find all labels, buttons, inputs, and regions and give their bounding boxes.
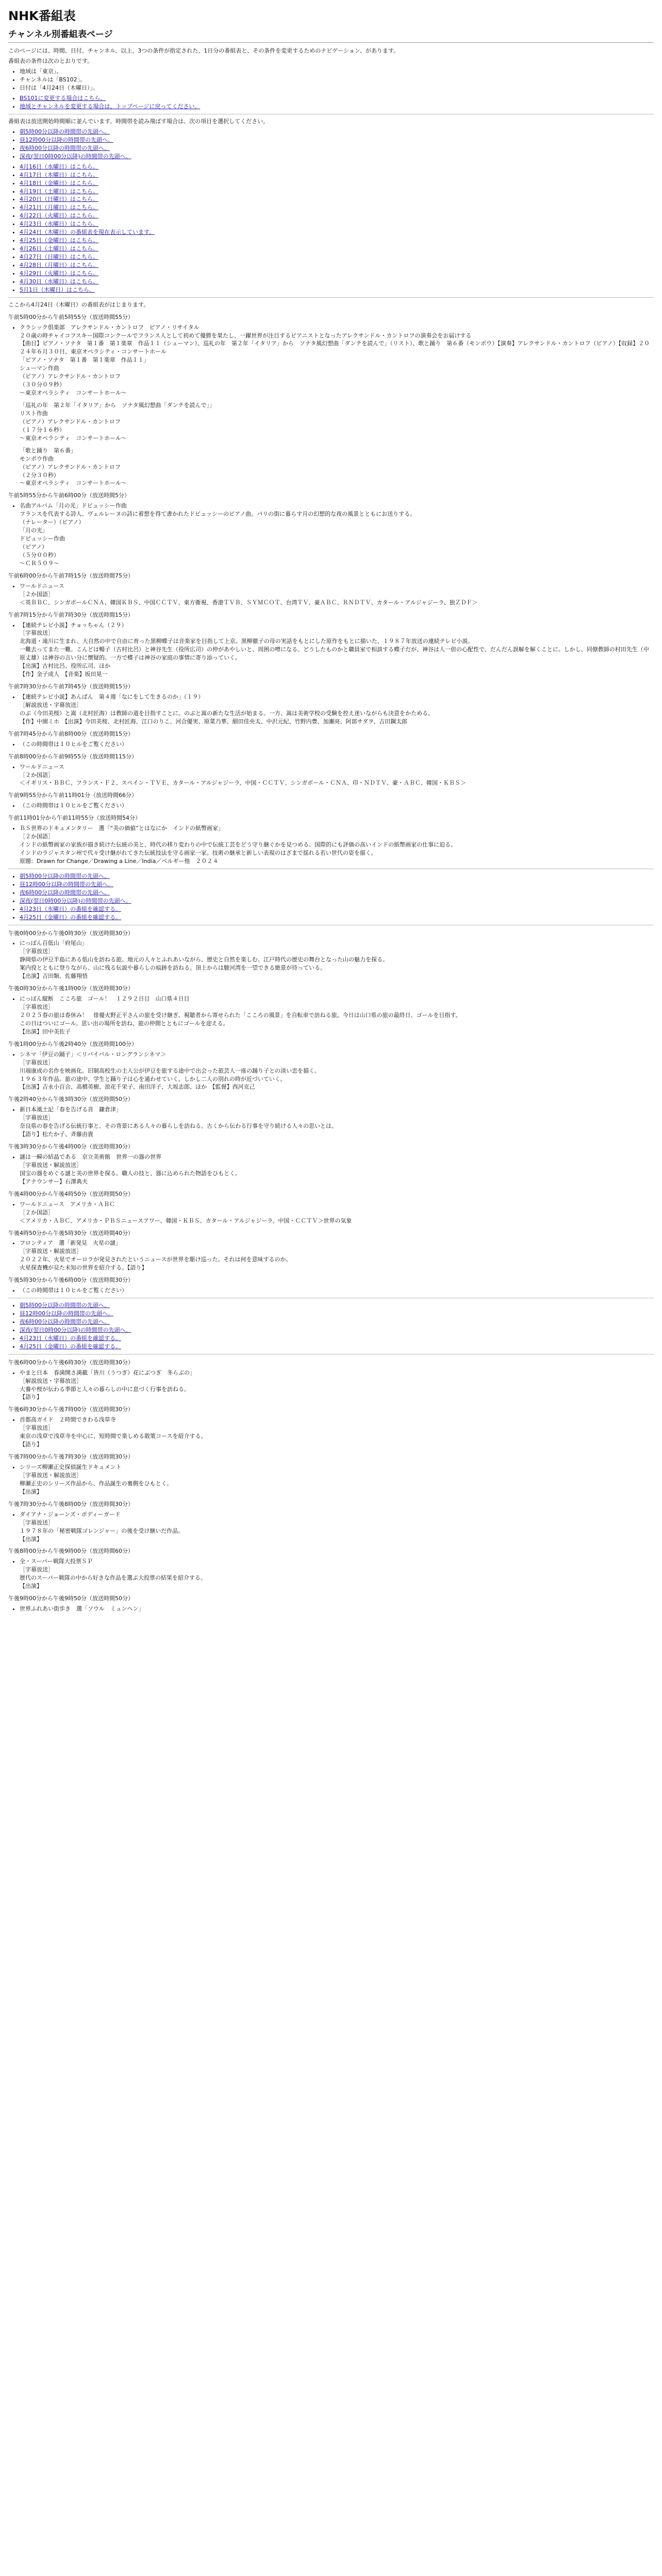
conditions-label: 番組表の条件は次のとおりです。 — [8, 58, 93, 65]
program-details — [8, 824, 654, 866]
program-details — [8, 1106, 654, 1139]
program-detail-line: 「月の光」 — [20, 527, 48, 534]
intro-text: このページには、時間、日付、チャンネル、以上、3つの条件が指定された、1日分の番組表と、その条件を変更するためのナビゲーション、があります。 — [8, 47, 400, 55]
list-start-text: ここから4月24日（木曜日）の番組表がはじまります。 — [8, 301, 150, 308]
program-entry — [8, 683, 654, 726]
program-time: 午前5時55分から午前6時00分（放送時間5分） — [8, 492, 130, 499]
time-jump-links — [8, 128, 654, 161]
program-title: • ＢＳ世界のドキュメンタリー 選「“美の価値”とはなにか インドの紙幣画家」 — [20, 825, 224, 832]
program-title: • にっぽん百低山「府尾山」 — [20, 940, 88, 947]
program-details — [8, 995, 654, 1036]
program-time: 午前7時30分から午前7時45分（放送時間15分） — [8, 683, 134, 690]
jump-morning-link[interactable]: 朝5時00分以降の時間帯の先頭へ。 — [20, 872, 110, 879]
program-detail-line: ２０２５春の旅は春休み！ 俳優火野正平さんの旅を受け継ぎ、視聴者から寄せられた「こころの風景」を自転車で訪ねる旅。今日は山口県の旅の最終日、ゴールを目指す。 — [20, 1011, 461, 1019]
date-link[interactable]: 4月16日（水曜日）はこちら。 — [20, 163, 98, 170]
jump-noon-link[interactable]: 昼12時00分以降の時間帯の先頭へ。 — [20, 136, 113, 143]
program-time: 午後4時00分から午後4時50分（放送時間50分） — [8, 1190, 134, 1197]
program-time: 午後7時00分から午後7時30分（放送時間30分） — [8, 1453, 134, 1461]
program-list-evening — [8, 1359, 654, 1613]
program-detail-line: 【出演】吉田類、佐藤翔悟 — [20, 973, 88, 980]
program-detail-line: インドのラジャスタン州で代々受け継がれてきた伝統技法を守る画家一家。技術の継承と新しい表現のはざまで揺れる若い世代の姿を描く。 — [20, 850, 377, 856]
program-title: • 新日本風土記「春を告げる音 鎌倉津」 — [20, 1106, 122, 1113]
program-title: • 名曲アルバム「月の光」ドビュッシー作曲 — [20, 502, 127, 510]
program-detail-line — [20, 397, 654, 401]
channel-change-links — [8, 94, 654, 111]
program-detail-line: 【語り】松たか子、斉藤由貴 — [20, 1131, 93, 1138]
program-detail-line: 【出演】古村比呂、役所広司、ほか — [20, 663, 110, 670]
program-details — [8, 1239, 654, 1272]
program-detail-line: ［解説放送・字幕放送］ — [20, 1377, 82, 1384]
page-title: NHK番組表 — [8, 9, 76, 23]
program-detail-line: 一難去ってまた一難。こんどは暢子（古村比呂）と神谷先生（役所広司）の仲があやしいと、周囲の噂になる。どうしたものかと職員室で相談する蝶子だが、神谷は人一倍の心配性で、だんだん誤解を解くことに。しかし、同僚教師の村田先生（中原丈雄）は神谷の言い分に懐疑的。一方で蝶子は神谷の家庭の事情に寄り添っていく。 — [20, 646, 649, 662]
program-time: 午前5時00分から午前5時55分（放送時間55分） — [8, 313, 134, 320]
program-detail-line: （ナレーター）（ピアノ） — [20, 519, 85, 526]
program-detail-line: ～東京オペラシティ コンサートホール～ — [20, 480, 127, 487]
program-details — [8, 1605, 654, 1613]
program-details — [8, 1153, 654, 1186]
program-detail-line: 柳瀬正史のシリーズ作品から、作品誕生の裏側をひもとく。 — [20, 1480, 173, 1487]
program-detail-line: 東京の浅草で浅草寺を中心に、短時間で楽しめる散策コースを紹介する。 — [20, 1433, 207, 1440]
program-detail-line — [20, 443, 654, 447]
program-detail-line: この日はついにゴール。思い出の場所を訪ね、旅の仲間とともにゴールを迎える。 — [20, 1020, 229, 1027]
program-time: 午後0時00分から午後0時30分（放送時間30分） — [8, 929, 134, 937]
conditions-list — [8, 67, 654, 92]
program-entry — [8, 929, 654, 981]
program-detail-line: （５分００秒） — [20, 551, 59, 558]
program-detail-line: ［２か国語］ — [20, 771, 54, 778]
date-link[interactable]: 4月17日（木曜日）はこちら。 — [20, 171, 98, 178]
program-details — [8, 1463, 654, 1496]
program-entry — [8, 1405, 654, 1449]
next-day-link[interactable]: 4月25日（金曜日）の番組を確認する。 — [20, 913, 121, 921]
jump-midnight-link[interactable]: 深夜(翌日0時00分以降)の時間帯の先頭へ。 — [20, 152, 131, 160]
program-time: 午前9時55分から午前11時01分（放送時間66分） — [8, 792, 137, 799]
program-detail-line: （１７分１６秒） — [20, 426, 65, 433]
program-entry — [8, 492, 654, 567]
program-time: 午前8時00分から午前9時55分（放送時間115分） — [8, 753, 137, 760]
program-detail-line: 【出演】 — [20, 1583, 42, 1590]
program-detail-line: 原題：Drawn for Change／Drawing a Line／India／ベルギー他 ２０２４ — [20, 857, 219, 865]
program-detail-line: 「ピアノ・ソナタ 第１番 第１楽章 作品１１」 — [20, 357, 150, 364]
program-detail-line: 【曲目】ピアノ・ソナタ 第１番 第１楽章 作品１１（シューマン）、巡礼の年 第２年「イタリア」から ソナタ風幻想曲「ダンテを読んで」（リスト）、歌と踊り 第６番（モンポウ）【演奏】アレクサンドル・カントロフ（ピアノ）【収録】２０２４年６月３０日、東京オペラシティ・コンサートホール — [20, 340, 650, 355]
program-detail-line: １９６３年作品。旅の途中、学生と踊り子は心を通わせていく。しかし二人の別れの時が近づいていく。 — [20, 1075, 286, 1082]
program-details — [8, 324, 654, 488]
program-title: • ワールドニュース — [20, 763, 64, 770]
program-title: • 【連続テレビ小説】チョッちゃん（２９） — [20, 621, 127, 629]
program-title: • やまと日本 春満開さ満載「皆川（うつぎ）花にぶつぎ 冬らぶの」 — [20, 1369, 195, 1376]
program-details — [8, 1416, 654, 1449]
program-title: • 全・スーパー戦隊大投票ＳＰ — [20, 1558, 93, 1565]
program-detail-line: ～東京オペラシティ コンサートホール～ — [20, 389, 127, 397]
program-detail-line: 【アナウンサー】石澤典夫 — [20, 1178, 88, 1185]
program-detail-line: 北海道・滝川に生まれ、大自然の中で自由に育った黒柳蝶子は音楽家を目指して上京。黒柳徹子の母の実話をもとにした原作をもとに描いた、１９８７年放送の連続テレビ小説。 — [20, 638, 474, 645]
program-title: • 【連続テレビ小説】あんぱん 第４週「なにをして生きるのか」（１９） — [20, 693, 204, 700]
program-entry — [8, 1143, 654, 1186]
time-nav-1 — [8, 872, 654, 922]
program-entry — [8, 1547, 654, 1590]
program-time: 午前11時01分から午前11時55分（放送時間54分） — [8, 815, 141, 822]
program-details — [8, 1286, 654, 1295]
program-time: 午後8時00分から午後9時00分（放送時間60分） — [8, 1548, 134, 1555]
date-link[interactable]: 4月19日（土曜日）はこちら。 — [20, 188, 98, 195]
program-details — [8, 763, 654, 788]
program-entry — [8, 1276, 654, 1295]
program-detail-line: ［字幕放送・解説放送］ — [20, 1161, 82, 1168]
back-to-top-link[interactable]: 地域とチャンネルを変更する場合は、トップページに戻ってください。 — [20, 103, 201, 110]
program-time: 午後9時00分から午後9時50分（放送時間50分） — [8, 1595, 134, 1602]
program-time: 午後2時40分から午後3時30分（放送時間50分） — [8, 1096, 134, 1103]
program-time: 午後0時30分から午後1時00分（放送時間30分） — [8, 985, 134, 992]
date-link[interactable]: 4月22日（火曜日）はこちら。 — [20, 212, 98, 219]
program-detail-line: ［字幕放送］ — [20, 630, 54, 637]
jump-midnight-link[interactable]: 深夜(翌日0時00分以降)の時間帯の先頭へ。 — [20, 897, 131, 904]
date-link[interactable]: 4月28日（月曜日）はこちら。 — [20, 261, 98, 268]
date-link[interactable]: 5月1日（木曜日）はこちら。 — [20, 286, 95, 293]
program-entry — [8, 1595, 654, 1613]
page-subtitle: チャンネル別番組表ページ — [8, 28, 654, 43]
program-title: • クラシック倶楽部 アレクサンドル・カントロフ ピアノ・リサイタル — [20, 324, 200, 331]
program-title: • 世界ふれあい街歩き 選「ソウル ミュンヘン」 — [20, 1605, 144, 1613]
program-entry — [8, 791, 654, 810]
date-link[interactable]: 4月29日（火曜日）はこちら。 — [20, 269, 98, 277]
date-link[interactable]: 4月23日（水曜日）はこちら。 — [20, 221, 98, 228]
program-detail-line: 火星探査機が見た未知の世界を紹介する。【語り】 — [20, 1264, 147, 1272]
program-entry — [8, 1229, 654, 1273]
program-title: • （この時間帯は１０ヒルをご覧ください） — [20, 740, 127, 748]
program-entry — [8, 1453, 654, 1496]
program-list-afternoon — [8, 929, 654, 1295]
program-time: 午後7時30分から午後8時00分（放送時間30分） — [8, 1500, 134, 1507]
program-title: • （この時間帯は１０ヒルをご覧ください） — [20, 802, 127, 809]
program-details — [8, 693, 654, 726]
date-link[interactable]: 4月30日（水曜日）はこちら。 — [20, 278, 98, 285]
program-time: 午前7時15分から午前7時30分（放送時間15分） — [8, 611, 134, 618]
program-title: • シリーズ柳瀬正史探偵誕生ドキュメント — [20, 1464, 122, 1470]
program-detail-line: 大養や桜が伝わる季節と人々の暮らしの中に息づく行事を訪ねる。 — [20, 1385, 190, 1393]
jump-morning-link[interactable]: 朝5時00分以降の時間帯の先頭へ。 — [20, 1302, 110, 1309]
program-detail-line: 案内役とともに登りながら、山に残る伝説や暮らしの痕跡を訪ねる。頂上からは駿河湾を一望できる絶景が待っている。 — [20, 964, 326, 972]
program-detail-line: （ピアノ）アレクサンドル・カントロフ — [20, 373, 121, 380]
program-detail-line: ＜英ＢＢＣ、シンガポールＣＮＡ、韓国ＫＢＳ、中国ＣＣＴＶ、東方衛視、香港ＴＶＢ、ＳＹＭＣＯＴ、台湾ＴＶ、豪ＡＢＣ、ＲＮＤＴＶ、カタール・アルジャジーラ、独ＺＤＦ＞ — [20, 599, 478, 606]
program-detail-line: ［字幕放送］ — [20, 1059, 54, 1066]
jump-evening-link[interactable]: 夜6時00分以降の時間帯の先頭へ。 — [20, 889, 110, 896]
program-detail-line: 【出演】吉永小百合、高橋英樹、浪花千栄子、南田洋子、大坂志郎、ほか 【監督】西河克己 — [20, 1083, 255, 1091]
program-detail-line: ～東京オペラシティ コンサートホール～ — [20, 434, 127, 442]
prev-day-link[interactable]: 4月23日（水曜日）の番組を確認する。 — [20, 1334, 121, 1342]
program-detail-line: １９７８年の「秘密戦隊ゴレンジャー」の後を受け継いだ作品。 — [20, 1527, 184, 1534]
jump-evening-link[interactable]: 夜6時00分以降の時間帯の先頭へ。 — [20, 1318, 110, 1325]
program-title: • ワールドニュース アメリカ・ＡＢＣ — [20, 1200, 115, 1208]
divider — [8, 297, 654, 298]
program-details — [8, 740, 654, 749]
program-detail-line: 国宝の器をめぐる謎と美の世界を探る。職人の技と、器に込められた物語をひもとく。 — [20, 1170, 241, 1177]
program-detail-line: シューマン作曲 — [20, 365, 59, 372]
program-detail-line: 奈良県の春を告げる伝統行事と、その背景にある人々の暮らしを訪ねる。古くから伝わる行事を守り続ける人々の思いとは。 — [20, 1123, 337, 1130]
program-entry — [8, 753, 654, 788]
program-details — [8, 502, 654, 568]
condition-item: • 日付は「4月24日（木曜日）」。 — [20, 84, 654, 92]
time-change-label: 番組表は放送開始時間順に並んでいます。時間帯を読み飛ばす場合は、次の項目を選択してください。 — [8, 118, 269, 125]
program-detail-line: 「歌と踊り 第６番」 — [20, 447, 76, 454]
program-detail-line: ［２か国語］ — [20, 833, 54, 840]
program-detail-line: （３０分０９秒） — [20, 381, 65, 388]
program-time: 午後1時00分から午後2時40分（放送時間100分） — [8, 1040, 137, 1047]
jump-evening-link[interactable]: 夜6時00分以降の時間帯の先頭へ。 — [20, 144, 110, 151]
program-detail-line: ＜アメリカ・ＡＢＣ、アメリカ・ＰＢＳニュースアワー、韓国・ＫＢＳ、カタール・アルジャジーラ、中国・ＣＣＴＶ＞世界の気象 — [20, 1217, 352, 1224]
program-details — [8, 1511, 654, 1544]
program-time: 午後3時30分から午後4時00分（放送時間30分） — [8, 1143, 134, 1150]
program-title: • にっぽん縦断 こころ旅 ゴール！ １２９２日目 山口県４日目 — [20, 995, 190, 1003]
date-link-current[interactable]: 4月24日（木曜日）の番組表を現在表示しています。 — [20, 229, 155, 236]
condition-item: • 地域は「東京」。 — [20, 67, 654, 76]
program-details — [8, 621, 654, 679]
program-detail-line: ［字幕放送・解説放送］ — [20, 1471, 82, 1479]
program-list-morning — [8, 313, 654, 866]
program-detail-line: （ピアノ） — [20, 544, 48, 550]
program-entry — [8, 313, 654, 488]
program-entry — [8, 572, 654, 607]
program-detail-line: ［字幕放送・解説放送］ — [20, 1248, 82, 1255]
program-detail-line: ２０２２年、火星でオーロラが発見されたというニュースが世界を駆け巡った。それは何を意味するのか。 — [20, 1256, 292, 1263]
program-entry — [8, 1500, 654, 1544]
program-details — [8, 802, 654, 810]
program-details — [8, 939, 654, 980]
program-detail-line: ［字幕放送］ — [20, 948, 54, 955]
program-detail-line: モンポウ作曲 — [20, 455, 54, 462]
program-title: • ダイアナ・ジョーンズ・ボディーガード — [20, 1511, 121, 1518]
program-detail-line: ［字幕放送］ — [20, 1566, 54, 1573]
program-entry — [8, 611, 654, 679]
program-entry — [8, 814, 654, 866]
program-title: • （この時間帯は１０ヒルをご覧ください） — [20, 1287, 127, 1294]
program-details — [8, 1557, 654, 1590]
date-link[interactable]: 4月18日（金曜日）はこちら。 — [20, 179, 98, 187]
program-detail-line: リスト作曲 — [20, 410, 48, 417]
date-link[interactable]: 4月20日（日曜日）はこちら。 — [20, 196, 98, 203]
program-detail-line: ［２か国語］ — [20, 590, 54, 598]
program-title: • シネマ「伊豆の踊子」＜リバイバル・ロングランシネマ＞ — [20, 1050, 167, 1058]
program-detail-line: ＜イギリス・ＢＢＣ、フランス・Ｆ２、スペイン・ＴＶＥ、カタール・アルジャジーラ、中国・ＣＣＴＶ、シンガポール・ＣＮＡ、印・ＮＤＴＶ、豪・ＡＢＣ、韓国・ＫＢＳ＞ — [20, 779, 466, 787]
jump-midnight-link[interactable]: 深夜(翌日0時00分以降)の時間帯の先頭へ。 — [20, 1326, 131, 1333]
program-details — [8, 1050, 654, 1092]
program-detail-line: 静岡県の伊豆半島にある低山を訪ねる旅。地元の人々とふれあいながら、歴史と自然を楽しむ。江戸時代の歴史の舞台となった山の魅力を探る。 — [20, 956, 388, 963]
jump-morning-link[interactable]: 朝5時00分以降の時間帯の先頭へ。 — [20, 128, 110, 135]
program-title: • ワールドニュース — [20, 582, 64, 589]
program-detail-line: 川端康成の名作を映画化。旧制高校生の主人公が伊豆を旅する途中で出会った旅芸人一座の踊り子との淡い恋を描く。 — [20, 1067, 320, 1074]
program-detail-line: ［字幕放送］ — [20, 1519, 54, 1526]
date-link[interactable]: 4月21日（月曜日）はこちら。 — [20, 204, 98, 211]
program-detail-line: 【語り】 — [20, 1441, 42, 1448]
program-details — [8, 1200, 654, 1225]
program-detail-line: （ピアノ）アレクサンドル・カントロフ — [20, 463, 121, 470]
change-channel-link[interactable]: BS101に変更する場合はこちら。 — [20, 95, 106, 102]
program-detail-line: ［字幕放送］ — [20, 1004, 54, 1010]
jump-noon-link[interactable]: 昼12時00分以降の時間帯の先頭へ。 — [20, 1310, 113, 1317]
program-detail-line: 歴代のスーパー戦隊の中から好きな作品を選ぶ大投票の結果を紹介する。 — [20, 1574, 206, 1582]
program-detail-line: ～ＣＲ５０９～ — [20, 560, 59, 567]
program-detail-line: （ピアノ）アレクサンドル・カントロフ — [20, 418, 121, 425]
time-nav-2 — [8, 1301, 654, 1351]
program-detail-line: のぶ（今田美桜）と嵩（北村匠海）は教師の道を目指すことに。のぶと嵩の新たな生活が始まる。一方、嵩は美術学校の受験を控え迷いながらも決意をかためる。 — [20, 709, 434, 717]
program-detail-line: 【出演】 — [20, 1488, 42, 1495]
program-time: 午後4時50分から午後5時30分（放送時間40分） — [8, 1229, 134, 1236]
date-links — [8, 163, 654, 294]
prev-day-link[interactable]: 4月23日（水曜日）の番組を確認する。 — [20, 905, 121, 912]
program-detail-line: 【作】中園ミホ 【出演】今田美桜、北村匠海、江口のりこ、河合優実、原菜乃華、細田佳央太、中沢元紀、竹野内豊、加瀬亮、阿部サダヲ、吉田鋼太郎 — [20, 718, 408, 725]
date-link[interactable]: 4月25日（金曜日）はこちら。 — [20, 237, 98, 244]
program-detail-line: 【作】金子成人 【音楽】坂田晃一 — [20, 671, 108, 678]
program-detail-line: ［解説放送・字幕放送］ — [20, 701, 82, 708]
date-link[interactable]: 4月26日（土曜日）はこちら。 — [20, 245, 98, 252]
program-detail-line: インドの紙幣画家の家族が描き続けた伝統の美と、時代の移り変わりの中で伝統工芸をどう守り継ぐかを見つめる。国際的にも評価の高いインドの紙幣画家の仕事に迫る。 — [20, 841, 456, 849]
program-detail-line: 【語り】 — [20, 1394, 42, 1401]
program-detail-line: 【出演】田中美佐子 — [20, 1028, 71, 1035]
program-detail-line: ［２か国語］ — [20, 1209, 54, 1216]
program-time: 午後6時00分から午後6時30分（放送時間30分） — [8, 1359, 134, 1366]
program-details — [8, 582, 654, 607]
program-detail-line: 【出演】 — [20, 1535, 42, 1543]
condition-item: • チャンネルは「BS102」。 — [20, 76, 654, 84]
program-entry — [8, 1040, 654, 1092]
program-time: 午前6時00分から午前7時15分（放送時間75分） — [8, 572, 134, 579]
program-detail-line: ［字幕放送］ — [20, 1425, 54, 1432]
program-detail-line: フランスを代表する詩人、ヴェルレーヌの詩に着想を得て書かれたドビュッシーのピアノ曲。パリの街に暮らす月の幻想的な夜の風景とともにお送りする。 — [20, 511, 416, 518]
program-entry — [8, 1190, 654, 1225]
program-title: • 首都高ガイド ２時間できわる浅草寺 — [20, 1416, 116, 1423]
program-detail-line: ドビュッシー作曲 — [20, 535, 65, 543]
program-details — [8, 1369, 654, 1402]
program-time: 午前7時45分から午前8時00分（放送時間15分） — [8, 730, 134, 737]
program-detail-line: （２分３０秒） — [20, 471, 59, 479]
program-entry — [8, 1359, 654, 1402]
program-entry — [8, 1095, 654, 1139]
program-time: 午後5時30分から午後6時00分（放送時間30分） — [8, 1277, 134, 1284]
program-entry — [8, 985, 654, 1036]
program-detail-line: 「巡礼の年 第２年「イタリア」から ソナタ風幻想曲「ダンテを読んで」」 — [20, 402, 216, 409]
date-link[interactable]: 4月27日（日曜日）はこちら。 — [20, 253, 98, 260]
program-title: • フロンティア 選「新発見 火星の謎」 — [20, 1240, 122, 1247]
next-day-link[interactable]: 4月25日（金曜日）の番組を確認する。 — [20, 1343, 121, 1350]
program-entry — [8, 730, 654, 749]
program-detail-line: ２０歳の時チャイコフスキー国際コンクールでフランス人として初めて優勝を果たし、一躍世界が注目するピアニストとなったアレクサンドル・カントロフの演奏会をお届けする — [20, 332, 472, 339]
program-detail-line: ［字幕放送］ — [20, 1114, 54, 1122]
jump-noon-link[interactable]: 昼12時00分以降の時間帯の先頭へ。 — [20, 880, 113, 888]
program-title: • 謎は一瞬の結晶である 京立美術館 世界一の器の世界 — [20, 1154, 161, 1160]
program-time: 午後6時30分から午後7時00分（放送時間30分） — [8, 1406, 134, 1413]
